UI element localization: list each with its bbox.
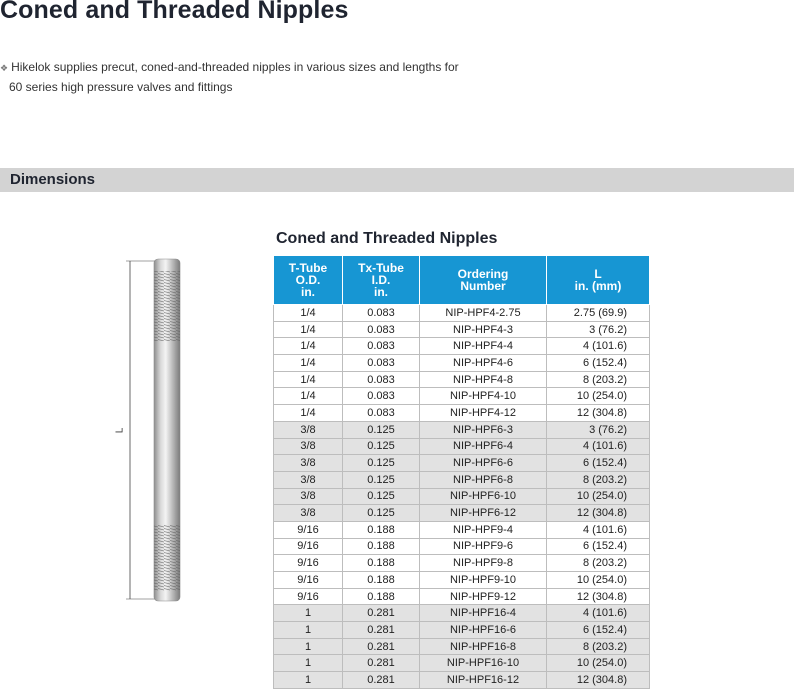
cell-length: 4 (101.6) <box>547 605 650 622</box>
cell-length: 10 (254.0) <box>547 655 650 672</box>
cell-od: 3/8 <box>274 438 343 455</box>
cell-ordering-number: NIP-HPF6-6 <box>420 455 547 472</box>
cell-id: 0.188 <box>343 538 420 555</box>
cell-id: 0.125 <box>343 438 420 455</box>
cell-ordering-number: NIP-HPF9-10 <box>420 572 547 589</box>
table-row <box>274 321 650 338</box>
cell-ordering-number: NIP-HPF6-8 <box>420 471 547 488</box>
cell-od: 1/4 <box>274 321 343 338</box>
table-row <box>274 505 650 522</box>
cell-od: 1/4 <box>274 355 343 372</box>
table-row <box>274 371 650 388</box>
cell-od: 3/8 <box>274 471 343 488</box>
cell-id: 0.083 <box>343 405 420 422</box>
cell-id: 0.125 <box>343 505 420 522</box>
cell-ordering-number: NIP-HPF9-6 <box>420 538 547 555</box>
cell-id: 0.188 <box>343 521 420 538</box>
table-row <box>274 455 650 472</box>
cell-od: 9/16 <box>274 521 343 538</box>
cell-length: 6 (152.4) <box>547 622 650 639</box>
cell-od: 3/8 <box>274 505 343 522</box>
intro-line-1 <box>0 58 459 78</box>
section-header <box>0 168 794 192</box>
cell-ordering-number: NIP-HPF4-10 <box>420 388 547 405</box>
cell-id: 0.188 <box>343 555 420 572</box>
cell-length: 10 (254.0) <box>547 488 650 505</box>
cell-length: 12 (304.8) <box>547 405 650 422</box>
cell-id: 0.281 <box>343 622 420 639</box>
table-row <box>274 388 650 405</box>
cell-ordering-number: NIP-HPF4-6 <box>420 355 547 372</box>
table-row <box>274 588 650 605</box>
intro-line-2: 60 series high pressure valves and fittings <box>9 80 233 94</box>
cell-length: 6 (152.4) <box>547 355 650 372</box>
length-dimension-label: L <box>114 427 126 434</box>
bullet-icon: ❖ <box>0 63 9 73</box>
table-row <box>274 555 650 572</box>
cell-length: 8 (203.2) <box>547 555 650 572</box>
cell-length: 12 (304.8) <box>547 588 650 605</box>
table-row <box>274 305 650 322</box>
cell-od: 1/4 <box>274 338 343 355</box>
cell-length: 12 (304.8) <box>547 672 650 689</box>
cell-ordering-number: NIP-HPF16-4 <box>420 605 547 622</box>
cell-id: 0.125 <box>343 471 420 488</box>
header-length: L in. (mm) <box>547 256 650 305</box>
table-row <box>274 672 650 689</box>
cell-ordering-number: NIP-HPF4-2.75 <box>420 305 547 322</box>
cell-id: 0.281 <box>343 605 420 622</box>
cell-length: 6 (152.4) <box>547 455 650 472</box>
cell-id: 0.083 <box>343 371 420 388</box>
cell-ordering-number: NIP-HPF6-10 <box>420 488 547 505</box>
cell-ordering-number: NIP-HPF9-12 <box>420 588 547 605</box>
table-row <box>274 622 650 639</box>
cell-od: 1 <box>274 622 343 639</box>
cell-od: 1 <box>274 655 343 672</box>
cell-ordering-number: NIP-HPF9-8 <box>420 555 547 572</box>
table-row <box>274 355 650 372</box>
cell-ordering-number: NIP-HPF4-8 <box>420 371 547 388</box>
cell-id: 0.188 <box>343 588 420 605</box>
cell-ordering-number: NIP-HPF9-4 <box>420 521 547 538</box>
table-header-row <box>274 256 650 305</box>
cell-od: 1/4 <box>274 305 343 322</box>
cell-length: 8 (203.2) <box>547 638 650 655</box>
cell-length: 12 (304.8) <box>547 505 650 522</box>
cell-length: 3 (76.2) <box>547 421 650 438</box>
cell-od: 1 <box>274 605 343 622</box>
cell-od: 1 <box>274 672 343 689</box>
table-row <box>274 538 650 555</box>
dimensions-table <box>273 255 650 689</box>
table-title: Coned and Threaded Nipples <box>276 230 498 247</box>
table-row <box>274 488 650 505</box>
cell-id: 0.083 <box>343 321 420 338</box>
section-title: Dimensions <box>10 171 96 188</box>
cell-ordering-number: NIP-HPF16-6 <box>420 622 547 639</box>
cell-length: 4 (101.6) <box>547 521 650 538</box>
cell-ordering-number: NIP-HPF16-10 <box>420 655 547 672</box>
table-row <box>274 421 650 438</box>
cell-id: 0.281 <box>343 638 420 655</box>
table-row <box>274 572 650 589</box>
cell-id: 0.281 <box>343 672 420 689</box>
cell-id: 0.125 <box>343 488 420 505</box>
cell-ordering-number: NIP-HPF6-4 <box>420 438 547 455</box>
cell-od: 9/16 <box>274 555 343 572</box>
cell-od: 9/16 <box>274 538 343 555</box>
cell-ordering-number: NIP-HPF4-4 <box>420 338 547 355</box>
intro-text <box>0 58 459 97</box>
cell-length: 8 (203.2) <box>547 371 650 388</box>
cell-od: 1/4 <box>274 371 343 388</box>
cell-od: 3/8 <box>274 455 343 472</box>
table-row <box>274 605 650 622</box>
cell-length: 4 (101.6) <box>547 438 650 455</box>
cell-id: 0.083 <box>343 388 420 405</box>
cell-od: 3/8 <box>274 421 343 438</box>
cell-length: 10 (254.0) <box>547 388 650 405</box>
cell-length: 2.75 (69.9) <box>547 305 650 322</box>
intro-line-1-text: Hikelok supplies precut, coned-and-threaded nipples in various sizes and lengths for <box>11 60 459 74</box>
cell-id: 0.083 <box>343 355 420 372</box>
cell-id: 0.188 <box>343 572 420 589</box>
cell-ordering-number: NIP-HPF16-12 <box>420 672 547 689</box>
top-thread <box>154 271 180 341</box>
cell-ordering-number: NIP-HPF4-3 <box>420 321 547 338</box>
cell-od: 3/8 <box>274 488 343 505</box>
page-title: Coned and Threaded Nipples <box>0 0 349 24</box>
cell-length: 3 (76.2) <box>547 321 650 338</box>
table-row <box>274 405 650 422</box>
cell-id: 0.083 <box>343 338 420 355</box>
cell-id: 0.281 <box>343 655 420 672</box>
cell-ordering-number: NIP-HPF6-12 <box>420 505 547 522</box>
table-row <box>274 471 650 488</box>
cell-id: 0.083 <box>343 305 420 322</box>
cell-od: 1/4 <box>274 405 343 422</box>
header-od: T-Tube O.D. in. <box>274 256 343 305</box>
cell-id: 0.125 <box>343 455 420 472</box>
cell-ordering-number: NIP-HPF16-8 <box>420 638 547 655</box>
cell-ordering-number: NIP-HPF6-3 <box>420 421 547 438</box>
table-row <box>274 438 650 455</box>
cell-id: 0.125 <box>343 421 420 438</box>
cell-length: 6 (152.4) <box>547 538 650 555</box>
cell-od: 9/16 <box>274 588 343 605</box>
table-row <box>274 638 650 655</box>
cell-od: 1/4 <box>274 388 343 405</box>
nipple-figure <box>116 255 206 605</box>
cell-length: 4 (101.6) <box>547 338 650 355</box>
cell-length: 10 (254.0) <box>547 572 650 589</box>
header-ordering-number: Ordering Number <box>420 256 547 305</box>
cell-od: 1 <box>274 638 343 655</box>
bottom-thread <box>154 525 180 591</box>
cell-length: 8 (203.2) <box>547 471 650 488</box>
table-row <box>274 521 650 538</box>
cell-od: 9/16 <box>274 572 343 589</box>
table-row <box>274 655 650 672</box>
cell-ordering-number: NIP-HPF4-12 <box>420 405 547 422</box>
table-row <box>274 338 650 355</box>
header-id: Tx-Tube I.D. in. <box>343 256 420 305</box>
